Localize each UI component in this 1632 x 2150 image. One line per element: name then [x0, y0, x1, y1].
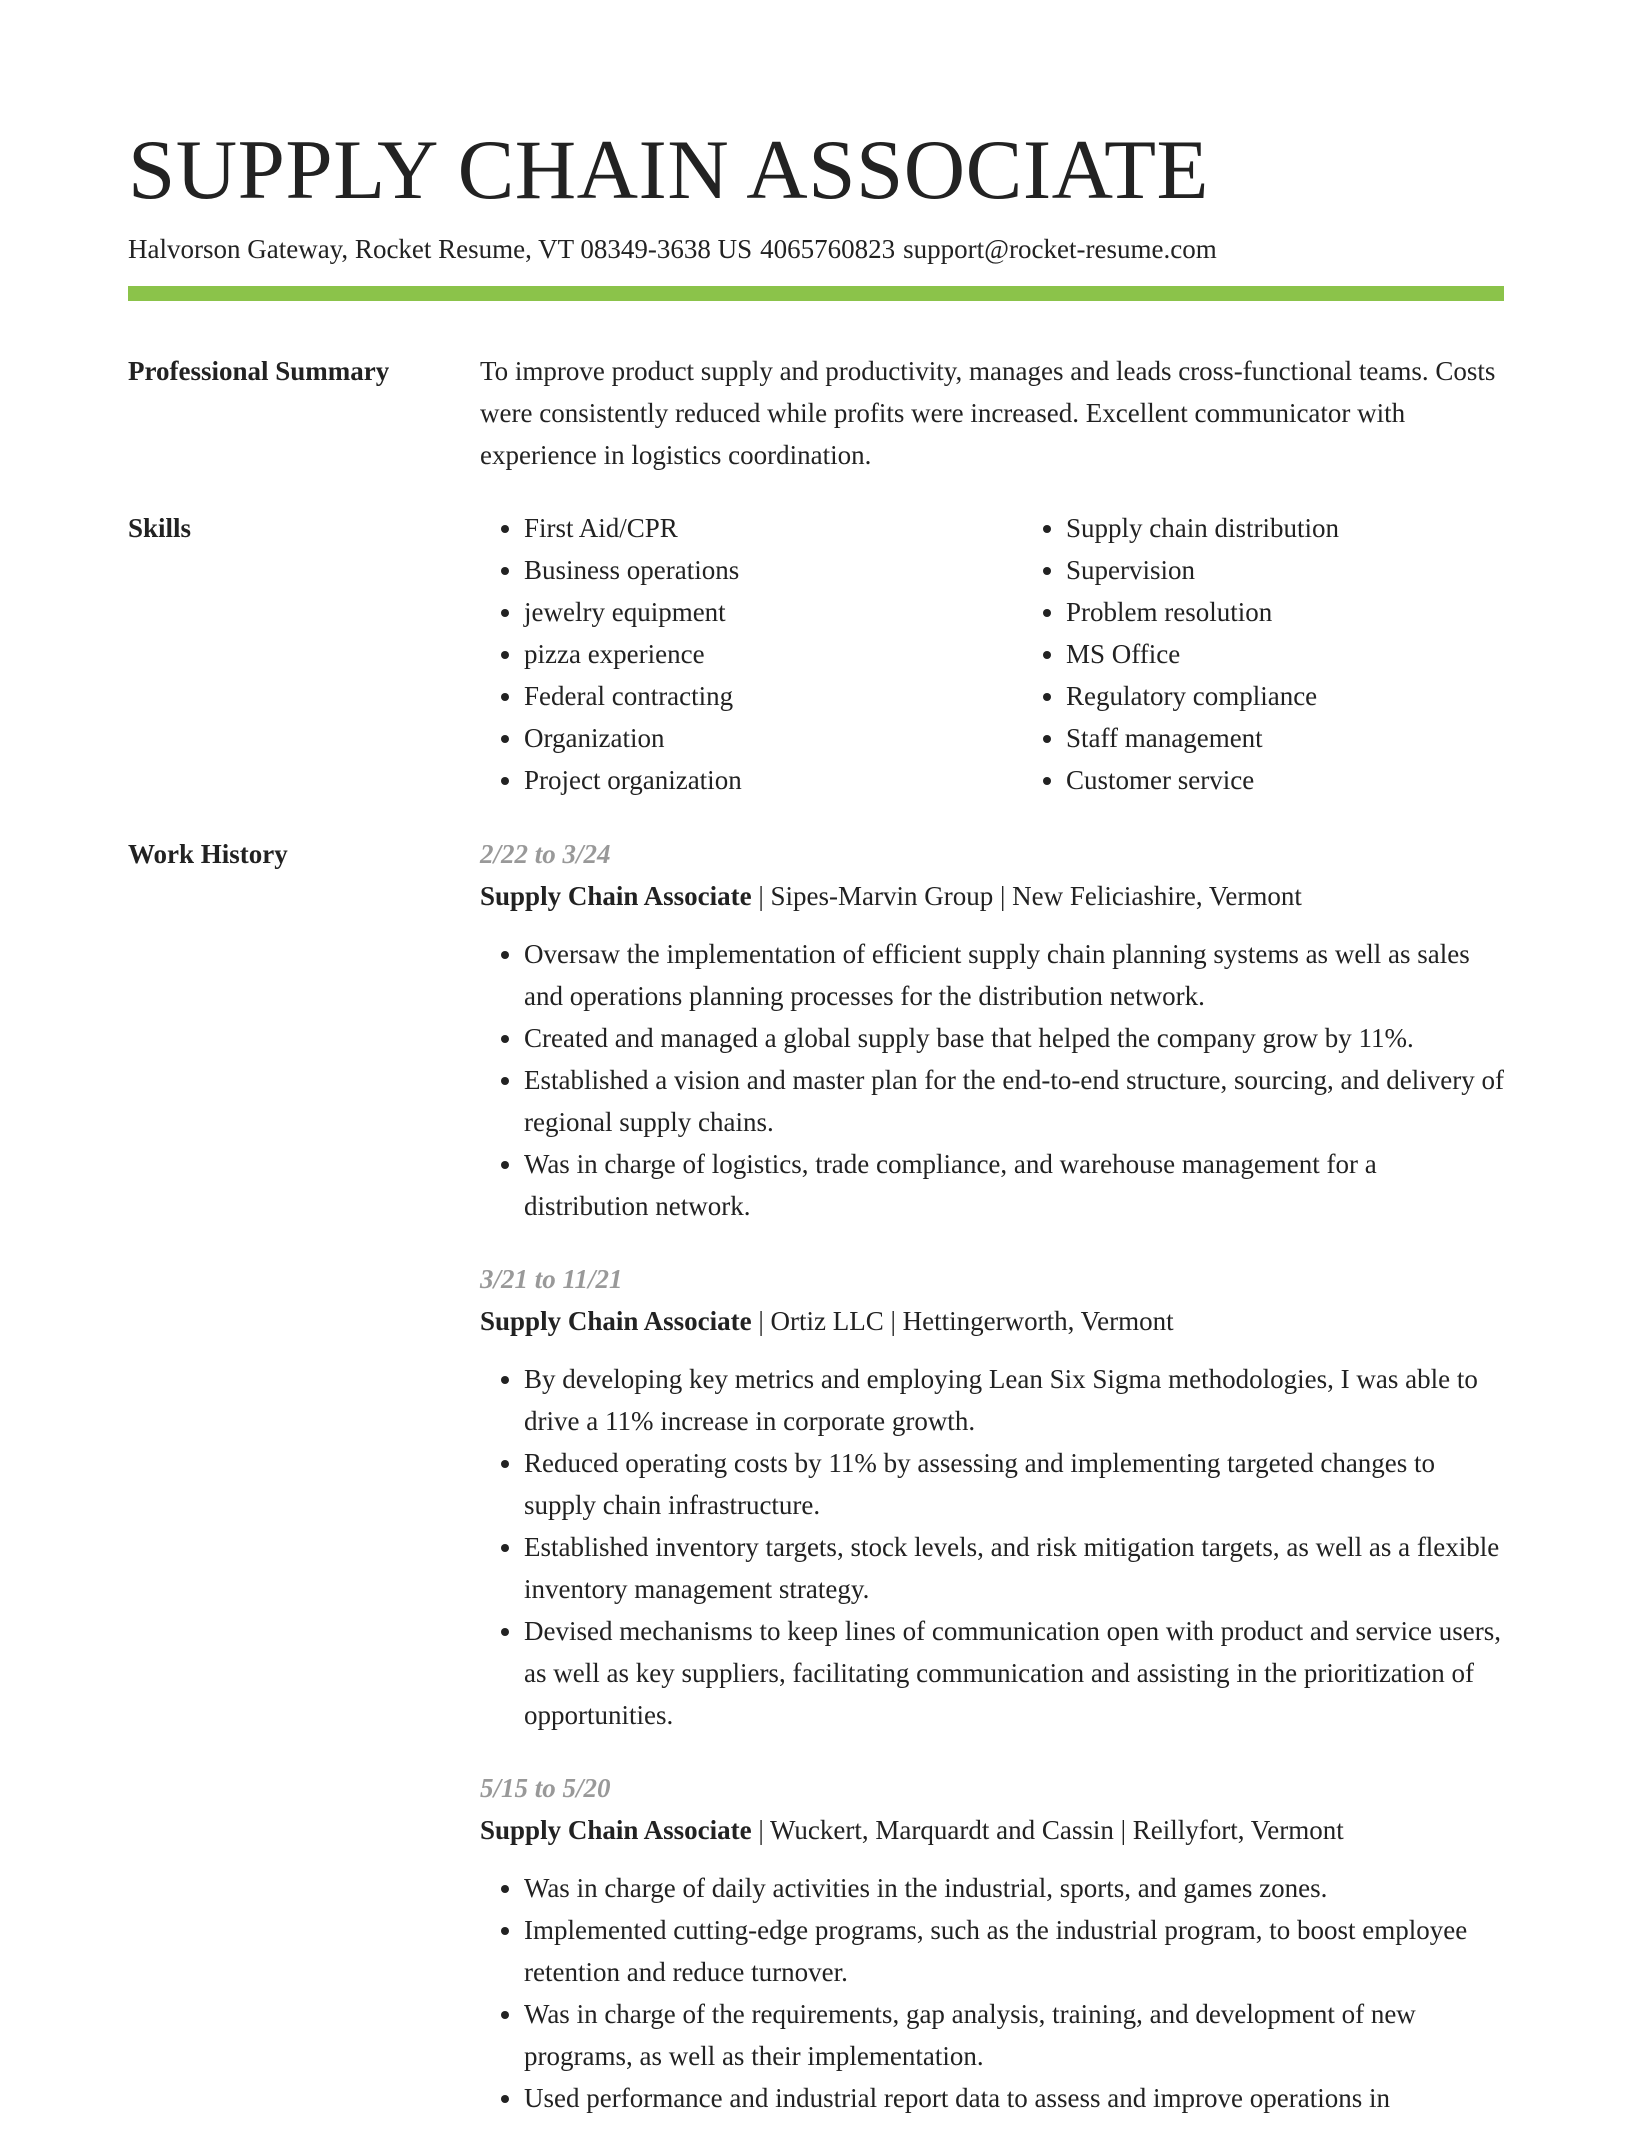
- separator: |: [890, 1306, 896, 1336]
- separator: |: [758, 1815, 764, 1845]
- job-entry: [480, 833, 1504, 1227]
- skill-item: • Problem resolution: [1066, 591, 1504, 633]
- job-company: Wuckert, Marquardt and Cassin: [770, 1815, 1114, 1845]
- job-location: Hettingerworth, Vermont: [902, 1306, 1174, 1336]
- job-entry: [480, 1767, 1504, 2119]
- skill-item: • jewelry equipment: [524, 591, 962, 633]
- skills-heading: Skills: [128, 513, 192, 543]
- job-bullet: • Used performance and industrial report data to assess and improve operations in: [524, 2077, 1504, 2119]
- job-dates: 2/22 to 3/24: [480, 839, 611, 869]
- job-bullet: • Implemented cutting-edge programs, such as the industrial program, to boost employee retention and reduce turnover.: [524, 1909, 1504, 1993]
- skills-column-left: [480, 507, 962, 801]
- job-bullet: • Was in charge of daily activities in the industrial, sports, and games zones.: [524, 1867, 1504, 1909]
- skill-item: • pizza experience: [524, 633, 962, 675]
- job-company: Ortiz LLC: [770, 1306, 884, 1336]
- skill-item: • Business operations: [524, 549, 962, 591]
- job-dates: 3/21 to 11/21: [480, 1264, 623, 1294]
- job-location: New Feliciashire, Vermont: [1012, 881, 1302, 911]
- job-heading-line: [480, 1300, 1504, 1342]
- job-bullet-list: [480, 933, 1504, 1227]
- job-heading-line: [480, 1809, 1504, 1851]
- work-history-body: [480, 833, 1504, 2150]
- separator: |: [758, 881, 764, 911]
- contact-address: Halvorson Gateway, Rocket Resume, VT 08349-3638 US: [128, 234, 753, 264]
- job-location: Reillyfort, Vermont: [1132, 1815, 1344, 1845]
- skill-item: • Organization: [524, 717, 962, 759]
- job-bullet: • Established inventory targets, stock levels, and risk mitigation targets, as well as a flexible inventory management strategy.: [524, 1526, 1504, 1610]
- job-bullet: • Created and managed a global supply base that helped the company grow by 11%.: [524, 1017, 1504, 1059]
- contact-line: [128, 230, 1225, 268]
- skill-item: • MS Office: [1066, 633, 1504, 675]
- separator: |: [999, 881, 1006, 911]
- skill-item: • First Aid/CPR: [524, 507, 962, 549]
- summary-heading: Professional Summary: [128, 356, 390, 386]
- summary-text: To improve product supply and productivity, manages and leads cross-functional teams. Costs were consistently reduced while profits were increased. Excellent communicator with experience in logistics coordination.: [480, 356, 1496, 470]
- skills-grid: [480, 507, 1504, 801]
- job-bullet-list: [480, 1867, 1504, 2119]
- skill-item: • Supervision: [1066, 549, 1504, 591]
- skill-item: • Supply chain distribution: [1066, 507, 1504, 549]
- job-bullet: • Devised mechanisms to keep lines of communication open with product and service users, as well as key suppliers, facilitating communication and assisting in the prioritization of opportunities.: [524, 1610, 1504, 1736]
- separator: |: [758, 1306, 764, 1336]
- job-bullet: • By developing key metrics and employing Lean Six Sigma methodologies, I was able to drive a 11% increase in corporate growth.: [524, 1358, 1504, 1442]
- skill-item: • Regulatory compliance: [1066, 675, 1504, 717]
- job-heading-line: [480, 875, 1504, 917]
- job-bullet: • Was in charge of the requirements, gap analysis, training, and development of new programs, as well as their implementation.: [524, 1993, 1504, 2077]
- job-bullet: • Reduced operating costs by 11% by assessing and implementing targeted changes to supply chain infrastructure.: [524, 1442, 1504, 1526]
- work-history-heading: Work History: [128, 839, 288, 869]
- skill-item: • Project organization: [524, 759, 962, 801]
- job-entry: [480, 1258, 1504, 1736]
- resume-title: SUPPLY CHAIN ASSOCIATE: [128, 123, 1209, 217]
- skills-column-right: [1022, 507, 1504, 801]
- separator: |: [1120, 1815, 1126, 1845]
- job-title: Supply Chain Associate: [480, 1306, 752, 1336]
- job-company: Sipes-Marvin Group: [770, 881, 994, 911]
- skill-item: • Staff management: [1066, 717, 1504, 759]
- contact-phone: 4065760823: [760, 234, 896, 264]
- job-bullet: • Oversaw the implementation of efficient supply chain planning systems as well as sales and operations planning processes for the distribution network.: [524, 933, 1504, 1017]
- summary-body: [480, 350, 1504, 476]
- job-bullet: • Established a vision and master plan for the end-to-end structure, sourcing, and delivery of regional supply chains.: [524, 1059, 1504, 1143]
- job-bullet-list: [480, 1358, 1504, 1736]
- job-title: Supply Chain Associate: [480, 1815, 752, 1845]
- job-bullet: • Was in charge of logistics, trade compliance, and warehouse management for a distribution network.: [524, 1143, 1504, 1227]
- job-dates: 5/15 to 5/20: [480, 1773, 611, 1803]
- contact-email: support@rocket-resume.com: [903, 234, 1217, 264]
- header-divider: [128, 286, 1504, 301]
- job-title: Supply Chain Associate: [480, 881, 752, 911]
- skill-item: • Federal contracting: [524, 675, 962, 717]
- skill-item: • Customer service: [1066, 759, 1504, 801]
